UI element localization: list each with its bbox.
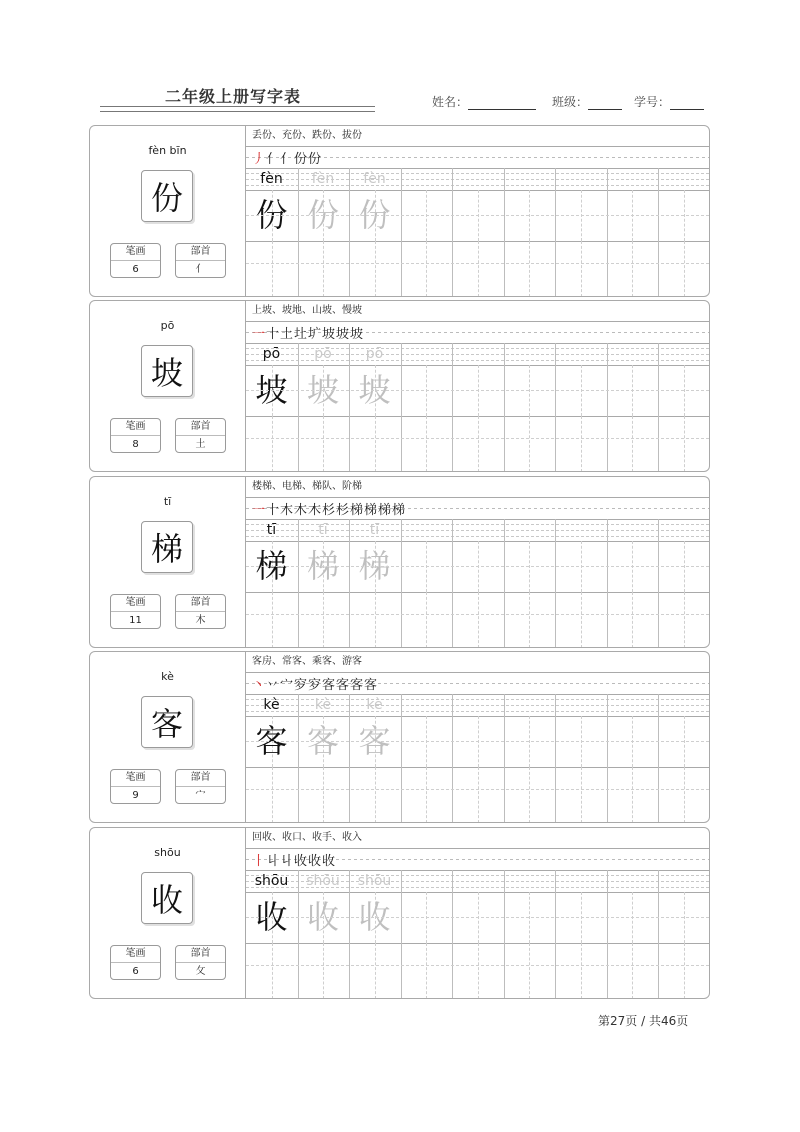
trace-character-row[interactable] (246, 892, 709, 944)
stroke-step: 丨 (252, 854, 266, 869)
grid-cell-divider (452, 870, 453, 892)
trace-pinyin: pō (314, 346, 332, 362)
grid-cell-divider (504, 694, 505, 716)
writing-grid (246, 870, 709, 998)
grid-cell-divider (401, 592, 402, 648)
pinyin-practice-row[interactable] (246, 870, 709, 893)
stroke-step: 杉 (322, 503, 336, 518)
stroke-count-label: 笔画 (111, 595, 160, 612)
writing-grid (246, 168, 709, 296)
practice-panel (246, 652, 709, 822)
grid-cell-divider (504, 519, 505, 541)
grid-cell-divider (504, 592, 505, 648)
grid-center-guide (426, 767, 427, 823)
grid-middle-guide (246, 263, 709, 264)
stroke-step: 木 (280, 503, 294, 518)
trace-pinyin: pō (262, 346, 281, 362)
radical-box (175, 243, 226, 278)
radical-value: 宀 (195, 790, 206, 801)
grid-cell-divider (298, 943, 299, 999)
stroke-step: 木 (308, 503, 322, 518)
free-writing-row[interactable] (246, 943, 709, 999)
grid-center-guide (684, 592, 685, 648)
grid-cell-divider (504, 943, 505, 999)
stroke-step: 土 (280, 327, 294, 342)
grid-cell-divider (298, 592, 299, 648)
free-writing-row[interactable] (246, 241, 709, 297)
grid-cell-divider (452, 694, 453, 716)
trace-character: 梯 (358, 547, 391, 585)
trace-character-row[interactable] (246, 190, 709, 242)
stroke-step: 梯 (378, 503, 392, 518)
grid-center-guide (632, 416, 633, 472)
character-info-panel (90, 477, 246, 647)
stroke-count-box (110, 945, 161, 980)
grid-center-guide (375, 943, 376, 999)
grid-cell-divider (504, 767, 505, 823)
stroke-step: 丶 (252, 678, 266, 693)
stroke-count-label: 笔画 (111, 770, 160, 787)
trace-pinyin: kè (314, 697, 332, 713)
pinyin-practice-row[interactable] (246, 519, 709, 542)
trace-pinyin: shōu (254, 873, 289, 889)
stroke-step: 圵 (294, 327, 308, 342)
radical-label: 部首 (176, 244, 225, 261)
student-id-blank[interactable] (670, 97, 704, 110)
class-field[interactable] (552, 93, 622, 110)
grid-cell-divider (349, 241, 350, 297)
stroke-step: 客 (350, 678, 364, 693)
grid-cell-divider (504, 343, 505, 365)
worksheet-title: 二年级上册写字表 (165, 87, 302, 106)
stroke-step: 坡 (350, 327, 364, 342)
stroke-count-value: 6 (132, 966, 139, 977)
trace-character: 份 (255, 196, 288, 234)
grid-middle-guide (246, 215, 709, 216)
grid-middle-guide (246, 566, 709, 567)
grid-cell-divider (452, 592, 453, 648)
grid-cell-divider (349, 943, 350, 999)
student-id-label: 学号： (634, 95, 671, 109)
trace-pinyin: shōu (306, 873, 340, 889)
character-display: 客 (141, 696, 193, 748)
character-display: 份 (141, 170, 193, 222)
grid-center-guide (272, 416, 273, 472)
grid-cell-divider (504, 168, 505, 190)
trace-character: 份 (306, 196, 339, 234)
stroke-order-row (246, 672, 709, 695)
grid-cell-divider (555, 943, 556, 999)
grid-center-guide (632, 241, 633, 297)
name-blank[interactable] (468, 97, 536, 110)
grid-cell-divider (607, 343, 608, 365)
trace-character: 客 (306, 722, 339, 760)
grid-center-guide (632, 767, 633, 823)
example-words: 丢份、充份、跌份、拔份 (246, 126, 709, 147)
grid-cell-divider (452, 241, 453, 297)
grid-cell-divider (401, 519, 402, 541)
grid-cell-divider (349, 592, 350, 648)
stroke-step: 客 (322, 678, 336, 693)
grid-center-guide (581, 767, 582, 823)
grid-cell-divider (401, 416, 402, 472)
stroke-count-box (110, 243, 161, 278)
radical-box (175, 418, 226, 453)
stroke-step: 一 (252, 503, 266, 518)
radical-value: 木 (195, 615, 206, 626)
grid-center-guide (529, 767, 530, 823)
character-card (89, 300, 710, 472)
grid-cell-divider (298, 416, 299, 472)
grid-cell-divider (658, 168, 659, 190)
stroke-order-row (246, 321, 709, 344)
radical-box (175, 945, 226, 980)
class-blank[interactable] (588, 97, 622, 110)
trace-character: 坡 (306, 371, 339, 409)
example-words: 上坡、坡地、山坡、慢坡 (246, 301, 709, 322)
stroke-count-box (110, 594, 161, 629)
grid-middle-guide (246, 965, 709, 966)
example-words: 客房、常客、乘客、游客 (246, 652, 709, 673)
stroke-step: 份 (308, 152, 322, 167)
stroke-step: 收 (308, 854, 322, 869)
character-pinyin: tī (163, 495, 172, 508)
radical-value: 土 (195, 439, 206, 450)
grid-cell-divider (555, 343, 556, 365)
grid-cell-divider (555, 241, 556, 297)
stroke-step: 穸 (308, 678, 322, 693)
grid-center-guide (529, 416, 530, 472)
grid-cell-divider (298, 767, 299, 823)
character-card (89, 476, 710, 648)
grid-middle-guide (246, 917, 709, 918)
grid-center-guide (684, 416, 685, 472)
character-info-panel (90, 652, 246, 822)
grid-cell-divider (504, 241, 505, 297)
trace-character: 梯 (255, 547, 288, 585)
trace-pinyin: tī (266, 522, 277, 538)
grid-center-guide (632, 943, 633, 999)
grid-center-guide (426, 241, 427, 297)
grid-cell-divider (658, 767, 659, 823)
grid-cell-divider (504, 870, 505, 892)
grid-cell-divider (658, 694, 659, 716)
grid-cell-divider (607, 519, 608, 541)
stroke-step: 圹 (308, 327, 322, 342)
grid-cell-divider (401, 767, 402, 823)
grid-center-guide (272, 592, 273, 648)
radical-label: 部首 (176, 946, 225, 963)
stroke-count-value: 6 (132, 264, 139, 275)
character-display: 坡 (141, 345, 193, 397)
trace-pinyin: kè (263, 697, 280, 713)
trace-character: 收 (358, 898, 391, 936)
stroke-step: 坡 (336, 327, 350, 342)
stroke-step: 十 (266, 327, 280, 342)
grid-center-guide (375, 592, 376, 648)
grid-cell-divider (658, 592, 659, 648)
example-words: 回收、收口、收手、收入 (246, 828, 709, 849)
pinyin-practice-row[interactable] (246, 168, 709, 191)
grid-cell-divider (401, 343, 402, 365)
grid-middle-guide (246, 741, 709, 742)
grid-center-guide (581, 943, 582, 999)
practice-panel (246, 828, 709, 998)
radical-label: 部首 (176, 419, 225, 436)
grid-center-guide (478, 592, 479, 648)
stroke-count-value: 9 (132, 790, 139, 801)
stroke-order-row (246, 848, 709, 871)
grid-center-guide (684, 241, 685, 297)
trace-character: 客 (255, 722, 288, 760)
stroke-step: 一 (252, 327, 266, 342)
trace-character-row[interactable] (246, 541, 709, 593)
grid-cell-divider (607, 943, 608, 999)
grid-cell-divider (349, 416, 350, 472)
stroke-step: 木 (294, 503, 308, 518)
writing-grid (246, 519, 709, 647)
stroke-step: 收 (294, 854, 308, 869)
grid-cell-divider (452, 767, 453, 823)
practice-panel (246, 301, 709, 471)
character-display: 梯 (141, 521, 193, 573)
trace-character: 梯 (306, 547, 339, 585)
name-field[interactable] (432, 93, 536, 110)
stroke-step: 丿 (252, 152, 266, 167)
radical-box (175, 594, 226, 629)
grid-cell-divider (607, 416, 608, 472)
grid-center-guide (272, 943, 273, 999)
free-writing-row[interactable] (246, 416, 709, 472)
grid-cell-divider (401, 943, 402, 999)
grid-center-guide (272, 767, 273, 823)
grid-center-guide (581, 592, 582, 648)
stroke-step: 丩 (266, 854, 280, 869)
grid-cell-divider (349, 767, 350, 823)
name-label: 姓名： (432, 95, 469, 109)
grid-cell-divider (607, 168, 608, 190)
stroke-count-value: 11 (129, 615, 142, 626)
grid-cell-divider (607, 767, 608, 823)
trace-pinyin: shōu (357, 873, 392, 889)
grid-cell-divider (452, 343, 453, 365)
trace-pinyin: fèn (311, 171, 335, 187)
radical-label: 部首 (176, 595, 225, 612)
character-info-panel (90, 301, 246, 471)
stroke-count-box (110, 769, 161, 804)
stroke-step: 杉 (336, 503, 350, 518)
character-display: 收 (141, 872, 193, 924)
grid-cell-divider (658, 943, 659, 999)
grid-cell-divider (555, 870, 556, 892)
grid-cell-divider (452, 943, 453, 999)
character-card (89, 125, 710, 297)
writing-grid (246, 694, 709, 822)
trace-pinyin: fèn (363, 171, 386, 187)
grid-center-guide (323, 767, 324, 823)
grid-center-guide (529, 592, 530, 648)
pinyin-practice-row[interactable] (246, 694, 709, 717)
grid-cell-divider (555, 767, 556, 823)
grid-cell-divider (401, 168, 402, 190)
grid-center-guide (323, 241, 324, 297)
grid-cell-divider (452, 519, 453, 541)
trace-character-row[interactable] (246, 716, 709, 768)
stroke-order-row (246, 146, 709, 169)
grid-cell-divider (607, 592, 608, 648)
grid-cell-divider (298, 241, 299, 297)
grid-middle-guide (246, 438, 709, 439)
grid-cell-divider (607, 241, 608, 297)
free-writing-row[interactable] (246, 592, 709, 648)
grid-cell-divider (607, 694, 608, 716)
grid-center-guide (375, 241, 376, 297)
trace-character: 客 (358, 722, 391, 760)
stroke-step: 收 (322, 854, 336, 869)
grid-cell-divider (555, 592, 556, 648)
trace-pinyin: kè (366, 697, 383, 713)
grid-cell-divider (452, 416, 453, 472)
grid-cell-divider (555, 519, 556, 541)
stroke-step: 丩 (280, 854, 294, 869)
stroke-step: 梯 (392, 503, 406, 518)
grid-center-guide (581, 241, 582, 297)
class-label: 班级： (552, 95, 589, 109)
character-pinyin: kè (161, 670, 174, 683)
stroke-step: 梯 (350, 503, 364, 518)
stroke-step: 宀 (280, 678, 294, 693)
grid-cell-divider (658, 870, 659, 892)
stroke-step: 份 (294, 152, 308, 167)
grid-cell-divider (555, 694, 556, 716)
character-pinyin: fèn bīn (148, 144, 187, 157)
writing-grid (246, 343, 709, 471)
grid-cell-divider (555, 168, 556, 190)
stroke-step: 亻 (266, 152, 280, 167)
practice-panel (246, 477, 709, 647)
stroke-count-label: 笔画 (111, 419, 160, 436)
grid-center-guide (529, 241, 530, 297)
grid-center-guide (375, 416, 376, 472)
radical-value: 攵 (195, 966, 206, 977)
trace-pinyin: tī (318, 522, 328, 538)
trace-character: 坡 (358, 371, 391, 409)
grid-center-guide (426, 416, 427, 472)
trace-pinyin: fèn (260, 171, 283, 187)
grid-cell-divider (607, 870, 608, 892)
grid-center-guide (581, 416, 582, 472)
stroke-step: 亻 (280, 152, 294, 167)
grid-middle-guide (246, 390, 709, 391)
stroke-step: 丷 (266, 678, 280, 693)
character-info-panel (90, 828, 246, 998)
grid-center-guide (529, 943, 530, 999)
student-id-field[interactable] (634, 93, 704, 110)
stroke-step: 坡 (322, 327, 336, 342)
grid-cell-divider (504, 416, 505, 472)
grid-center-guide (478, 416, 479, 472)
grid-center-guide (478, 241, 479, 297)
free-writing-row[interactable] (246, 767, 709, 823)
grid-center-guide (478, 767, 479, 823)
grid-center-guide (272, 241, 273, 297)
trace-pinyin: pō (365, 346, 384, 362)
title-underline (100, 106, 375, 112)
stroke-step: 客 (336, 678, 350, 693)
trace-character-row[interactable] (246, 365, 709, 417)
trace-character: 份 (358, 196, 391, 234)
grid-cell-divider (555, 416, 556, 472)
radical-box (175, 769, 226, 804)
example-words: 楼梯、电梯、梯队、阶梯 (246, 477, 709, 498)
trace-character: 收 (306, 898, 339, 936)
stroke-count-label: 笔画 (111, 946, 160, 963)
grid-center-guide (684, 943, 685, 999)
pinyin-practice-row[interactable] (246, 343, 709, 366)
character-card (89, 827, 710, 999)
stroke-order-row (246, 497, 709, 520)
grid-middle-guide (246, 614, 709, 615)
trace-character: 坡 (255, 371, 288, 409)
grid-cell-divider (658, 343, 659, 365)
grid-cell-divider (658, 519, 659, 541)
trace-pinyin: tī (369, 522, 380, 538)
grid-cell-divider (401, 694, 402, 716)
practice-panel (246, 126, 709, 296)
character-pinyin: pō (160, 319, 175, 332)
grid-cell-divider (452, 168, 453, 190)
radical-value: 亻 (195, 264, 206, 275)
grid-center-guide (323, 943, 324, 999)
page-number: 第27页 / 共46页 (598, 1014, 689, 1028)
grid-middle-guide (246, 789, 709, 790)
stroke-count-value: 8 (132, 439, 139, 450)
grid-center-guide (323, 592, 324, 648)
character-pinyin: shōu (154, 846, 181, 859)
stroke-count-label: 笔画 (111, 244, 160, 261)
grid-center-guide (684, 767, 685, 823)
grid-center-guide (632, 592, 633, 648)
grid-cell-divider (401, 870, 402, 892)
grid-center-guide (478, 943, 479, 999)
stroke-count-box (110, 418, 161, 453)
radical-label: 部首 (176, 770, 225, 787)
grid-center-guide (323, 416, 324, 472)
stroke-step: 十 (266, 503, 280, 518)
grid-cell-divider (401, 241, 402, 297)
stroke-step: 梯 (364, 503, 378, 518)
grid-cell-divider (658, 416, 659, 472)
stroke-step: 客 (364, 678, 378, 693)
stroke-step: 穸 (294, 678, 308, 693)
character-info-panel (90, 126, 246, 296)
character-card (89, 651, 710, 823)
trace-character: 收 (255, 898, 288, 936)
grid-cell-divider (658, 241, 659, 297)
grid-center-guide (426, 592, 427, 648)
grid-center-guide (426, 943, 427, 999)
grid-center-guide (375, 767, 376, 823)
